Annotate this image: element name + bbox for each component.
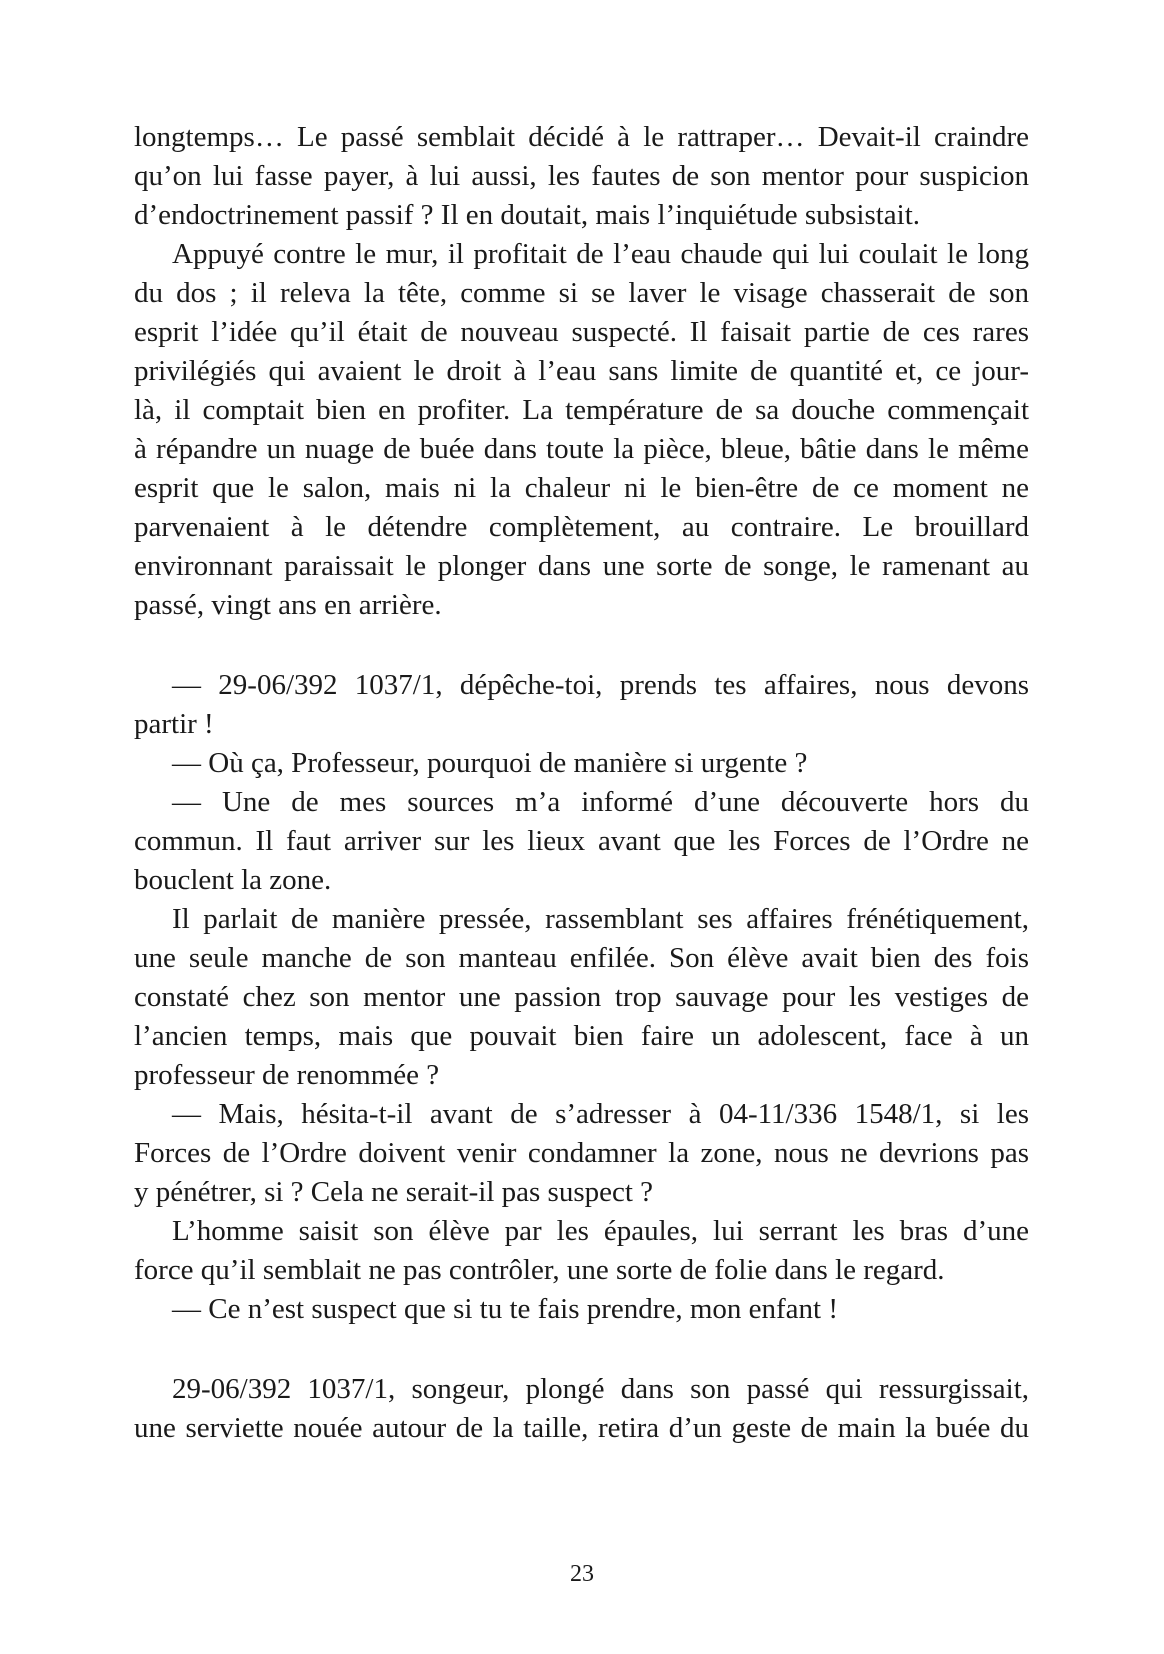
text-line: — 29-06/392 1037/1, dépêche-toi, prends tes affaires, nous devons xyxy=(172,669,1029,701)
text-line: 29-06/392 1037/1, songeur, plongé dans son passé qui ressurgissait, xyxy=(172,1373,1029,1405)
text-line: esprit que le salon, mais ni la chaleur ni le bien-être de ce moment ne xyxy=(134,472,1029,504)
text-line: esprit l’idée qu’il était de nouveau suspecté. Il faisait partie de ces rares xyxy=(134,316,1029,348)
text-line: partir ! xyxy=(134,708,214,740)
text-line: — Ce n’est suspect que si tu te fais prendre, mon enfant ! xyxy=(172,1293,839,1325)
text-line: parvenaient à le détendre complètement, au contraire. Le brouillard xyxy=(134,511,1029,543)
text-line: privilégiés qui avaient le droit à l’eau sans limite de quantité et, ce jour- xyxy=(134,355,1029,387)
text-line: une serviette nouée autour de la taille, retira d’un geste de main la buée du xyxy=(134,1412,1029,1444)
text-line: y pénétrer, si ? Cela ne serait-il pas suspect ? xyxy=(134,1176,654,1208)
text-line: d’endoctrinement passif ? Il en doutait, mais l’inquiétude subsistait. xyxy=(134,199,921,231)
text-line: L’homme saisit son élève par les épaules, lui serrant les bras d’une xyxy=(172,1215,1029,1247)
text-line: — Une de mes sources m’a informé d’une découverte hors du xyxy=(172,786,1029,818)
text-line: du dos ; il releva la tête, comme si se laver le visage chasserait de son xyxy=(134,277,1029,309)
text-line: — Où ça, Professeur, pourquoi de manière si urgente ? xyxy=(172,747,808,779)
text-line: Appuyé contre le mur, il profitait de l’eau chaude qui lui coulait le long xyxy=(172,238,1029,270)
text-line: constaté chez son mentor une passion trop sauvage pour les vestiges de xyxy=(134,981,1029,1013)
text-line: Forces de l’Ordre doivent venir condamner la zone, nous ne devrions pas xyxy=(134,1137,1029,1169)
page-number: 23 xyxy=(570,1561,594,1587)
text-line: là, il comptait bien en profiter. La température de sa douche commençait xyxy=(134,394,1029,426)
text-line: l’ancien temps, mais que pouvait bien faire un adolescent, face à un xyxy=(134,1020,1029,1052)
text-line: commun. Il faut arriver sur les lieux avant que les Forces de l’Ordre ne xyxy=(134,825,1029,857)
text-line: force qu’il semblait ne pas contrôler, une sorte de folie dans le regard. xyxy=(134,1254,945,1286)
text-line: Il parlait de manière pressée, rassemblant ses affaires frénétiquement, xyxy=(172,903,1029,935)
text-line: bouclent la zone. xyxy=(134,864,332,896)
text-line: professeur de renommée ? xyxy=(134,1059,440,1091)
text-line: — Mais, hésita-t-il avant de s’adresser à 04-11/336 1548/1, si les xyxy=(172,1098,1029,1130)
text-line: à répandre un nuage de buée dans toute la pièce, bleue, bâtie dans le même xyxy=(134,433,1029,465)
text-line: passé, vingt ans en arrière. xyxy=(134,589,442,621)
text-line: une seule manche de son manteau enfilée. Son élève avait bien des fois xyxy=(134,942,1029,974)
text-line: longtemps… Le passé semblait décidé à le rattraper… Devait-il craindre xyxy=(134,121,1029,153)
text-line: qu’on lui fasse payer, à lui aussi, les fautes de son mentor pour suspicion xyxy=(134,160,1029,192)
text-line: environnant paraissait le plonger dans une sorte de songe, le ramenant au xyxy=(134,550,1029,582)
